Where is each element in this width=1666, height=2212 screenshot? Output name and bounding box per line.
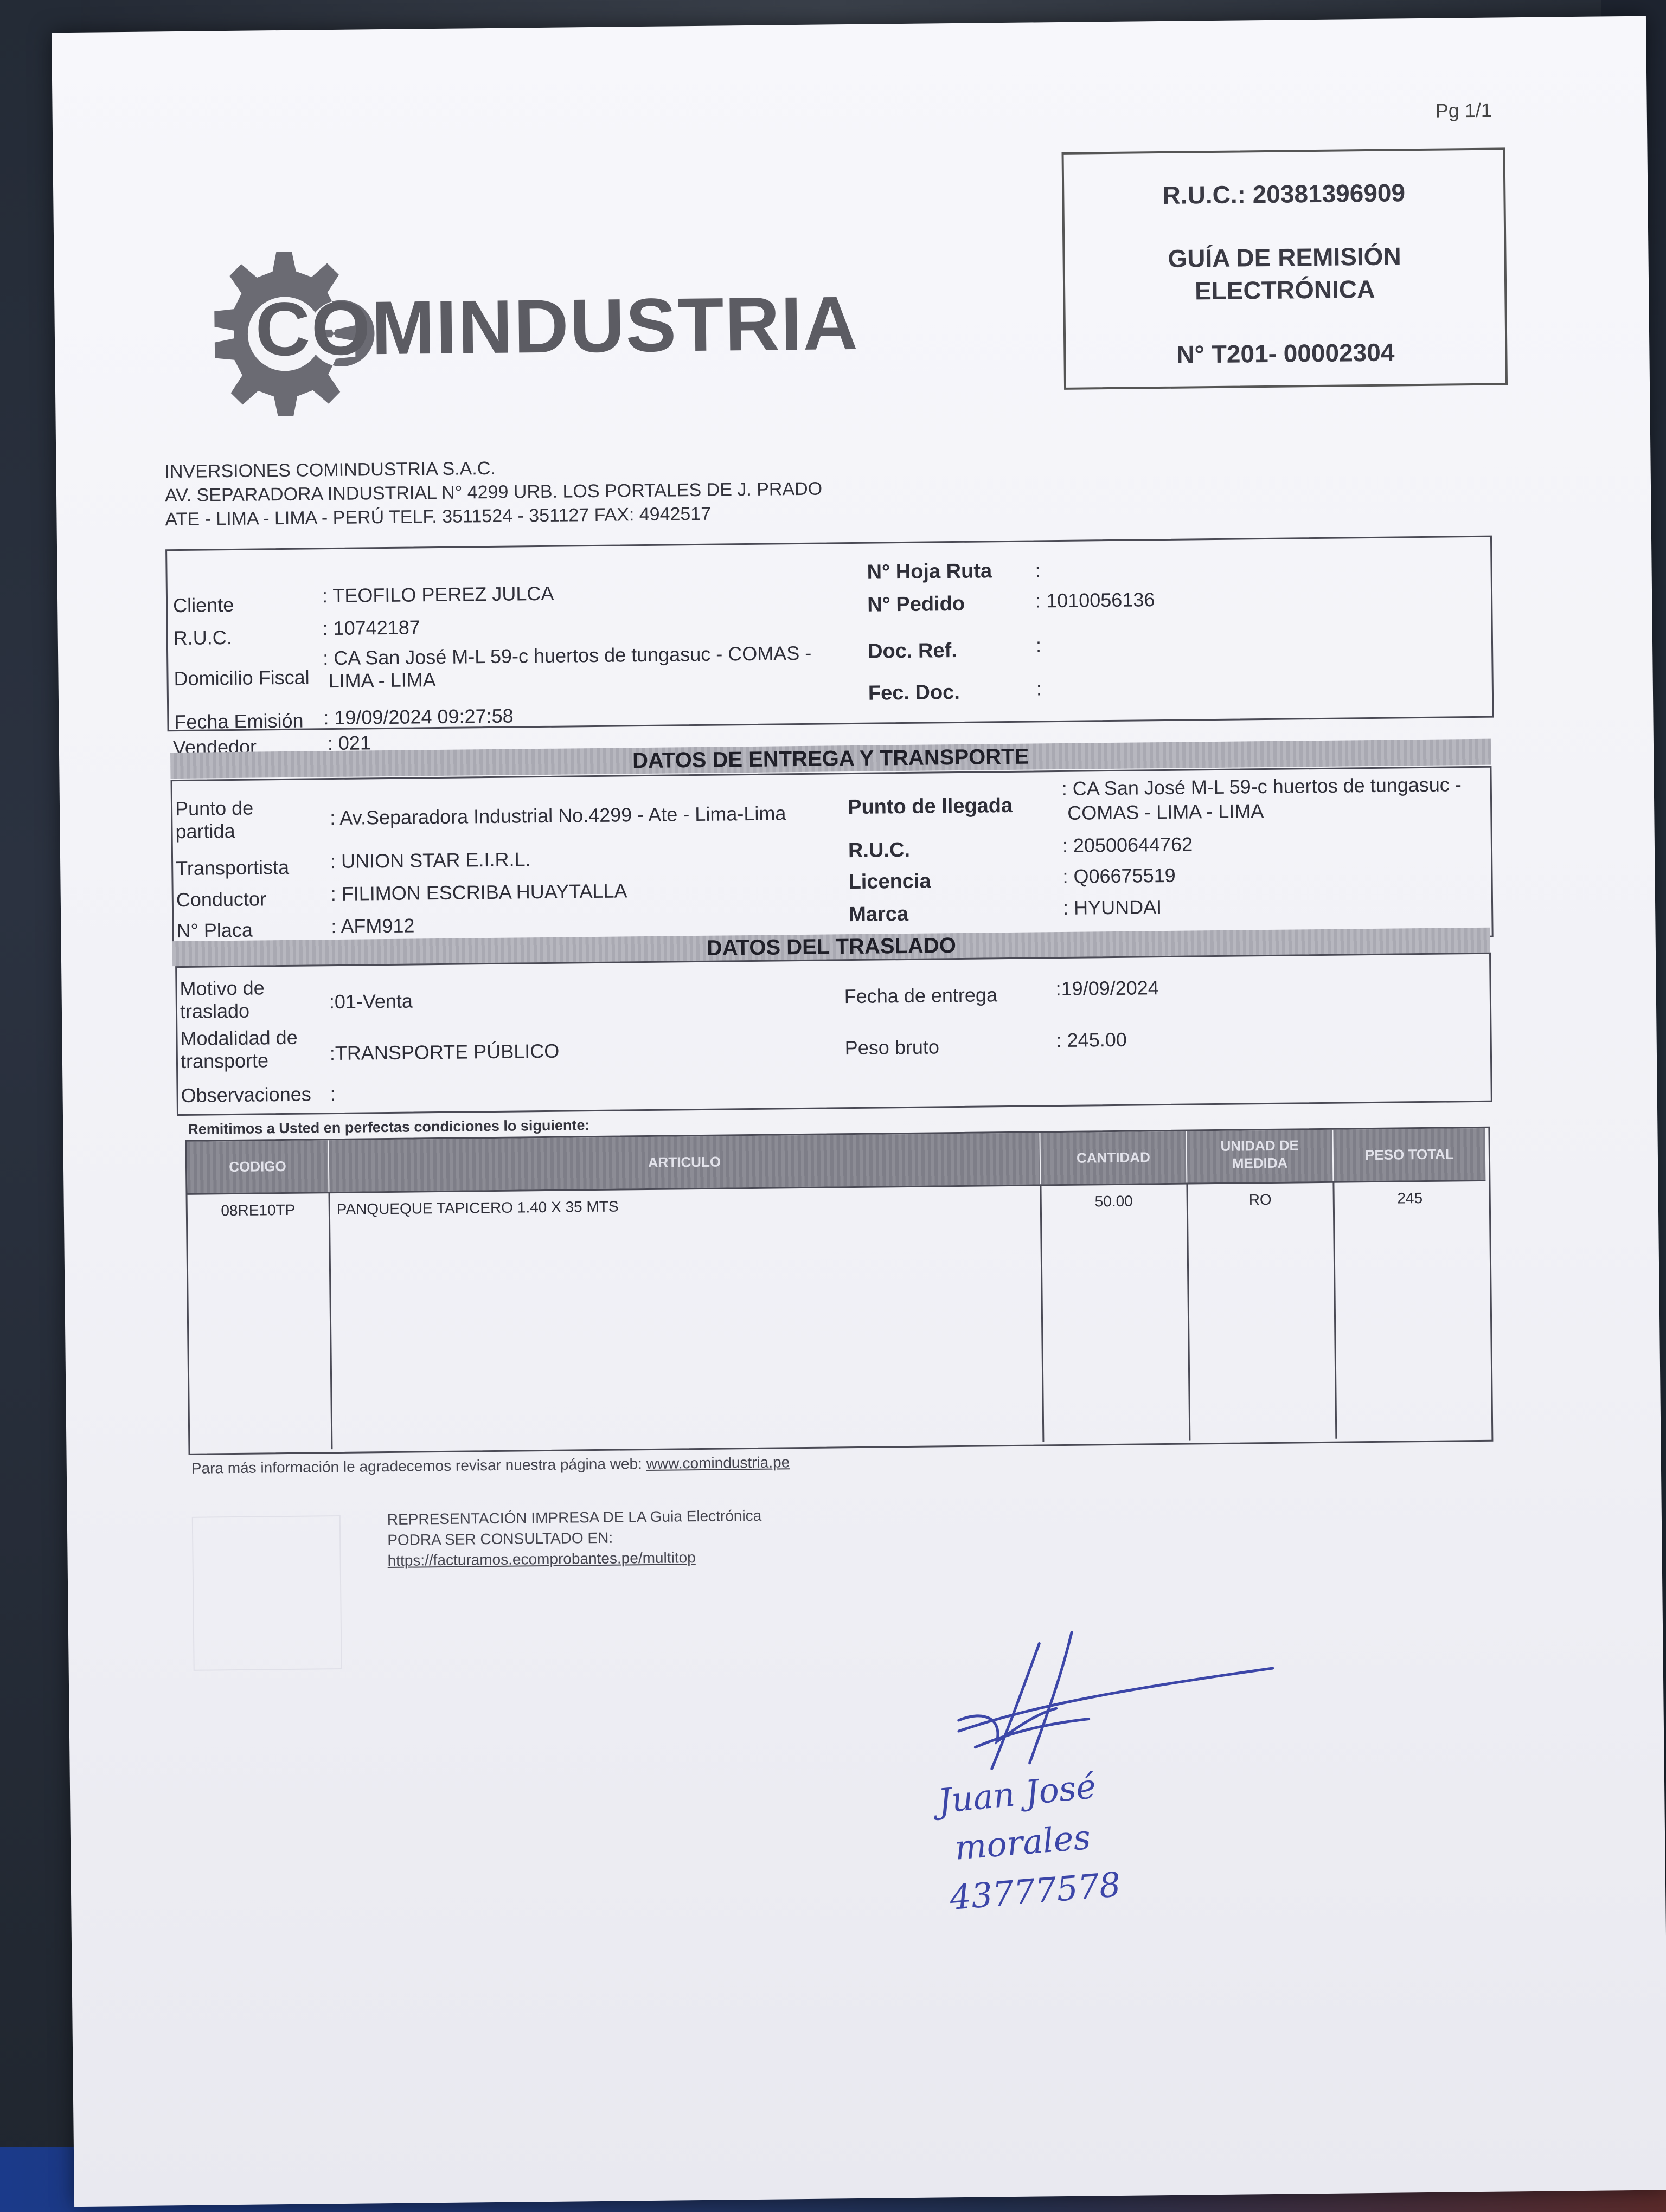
modalidad-value: :TRANSPORTE PÚBLICO (329, 1039, 560, 1065)
fecha-entrega-value: :19/09/2024 (1055, 976, 1159, 1000)
items-table (185, 1127, 1493, 1455)
fec-doc-value: : (1036, 677, 1042, 700)
row-codigo: 08RE10TP (221, 1201, 296, 1219)
company-address: AV. SEPARADORA INDUSTRIAL N° 4299 URB. LOS PORTALES DE J. PRADO (164, 478, 823, 506)
domicilio-label: Domicilio Fiscal (174, 666, 310, 690)
llegada-value-1: : CA San José M-L 59-c huertos de tungasuc - (1061, 773, 1462, 800)
row-unidad: RO (1248, 1191, 1272, 1208)
llegada-value-2: COMAS - LIMA - LIMA (1067, 800, 1264, 824)
fecha-emision-value: : 19/09/2024 09:27:58 (323, 704, 514, 729)
ruc-box (1061, 147, 1508, 390)
motivo-label-1: Motivo de (180, 976, 265, 1000)
transfer-section-title: DATOS DEL TRASLADO (172, 928, 1490, 966)
transporte-ruc-value: : 20500644762 (1062, 833, 1193, 857)
header-unidad-1: UNIDAD DE (1220, 1137, 1299, 1154)
partida-value: : Av.Separadora Industrial No.4299 - Ate - Lima-Lima (330, 802, 786, 829)
row-cantidad: 50.00 (1094, 1192, 1133, 1210)
licencia-value: : Q06675519 (1062, 864, 1176, 888)
header-articulo: ARTICULO (329, 1133, 1040, 1192)
delivery-section-title: DATOS DE ENTREGA Y TRANSPORTE (170, 739, 1491, 779)
licencia-label: Licencia (848, 870, 931, 894)
company-name: INVERSIONES COMINDUSTRIA S.A.C. (164, 458, 496, 483)
website-link[interactable]: www.comindustria.pe (646, 1454, 790, 1472)
cliente-value: : TEOFILO PEREZ JULCA (322, 582, 554, 607)
pedido-value: : 1010056136 (1035, 588, 1155, 612)
hoja-ruta-value: : (1035, 559, 1041, 582)
signature-name-2: morales (953, 1817, 1092, 1868)
document-page (52, 16, 1666, 2207)
items-intro: Remitimos a Usted en perfectas condiciones lo siguiente: (188, 1117, 590, 1137)
transporte-ruc-label: R.U.C. (848, 838, 911, 863)
repr-line-1: REPRESENTACIÓN IMPRESA DE LA Guia Electrónica (387, 1507, 762, 1528)
observaciones-label: Observaciones (181, 1083, 311, 1107)
info-text: Para más información le agradecemos revisar nuestra página web: (191, 1455, 643, 1477)
row-peso: 245 (1397, 1189, 1423, 1207)
transfer-section (175, 953, 1492, 1116)
doc-ref-label: Doc. Ref. (867, 639, 958, 663)
delivery-section (171, 766, 1494, 951)
ruc-number: R.U.C.: 20381396909 (1162, 178, 1406, 209)
conductor-value: : FILIMON ESCRIBA HUAYTALLA (330, 879, 627, 905)
fec-doc-label: Fec. Doc. (868, 680, 960, 705)
partida-label-1: Punto de (175, 796, 254, 820)
doc-title (1065, 239, 1504, 308)
modalidad-label-2: transporte (180, 1049, 269, 1073)
doc-ref-value: : (1035, 634, 1042, 657)
row-articulo: PANQUEQUE TAPICERO 1.40 X 35 MTS (336, 1198, 619, 1218)
doc-title-line-1: GUÍA DE REMISIÓN (1168, 242, 1401, 273)
col-divider (328, 1192, 332, 1449)
fecha-entrega-label: Fecha de entrega (844, 983, 998, 1008)
company-info (164, 453, 822, 532)
modalidad-label-1: Modalidad de (180, 1026, 298, 1050)
repr-url-link[interactable]: https://facturamos.ecomprobantes.pe/multitop (387, 1549, 696, 1570)
representacion-info (387, 1506, 762, 1571)
client-section (165, 536, 1494, 732)
ruc-value: : 10742187 (322, 616, 421, 640)
conductor-label: Conductor (176, 888, 267, 911)
info-line (191, 1454, 790, 1477)
signature-number: 43777578 (948, 1864, 1123, 1918)
col-divider (1186, 1183, 1190, 1441)
fecha-emision-label: Fecha Emisión (174, 709, 304, 734)
hoja-ruta-label: N° Hoja Ruta (867, 560, 992, 584)
motivo-value: :01-Venta (329, 989, 413, 1013)
vendedor-label: Vendedor (172, 735, 257, 759)
signature-name-1: Juan José (936, 1766, 1098, 1822)
marca-value: : HYUNDAI (1062, 896, 1162, 919)
col-divider (1040, 1184, 1044, 1442)
peso-bruto-value: : 245.00 (1056, 1028, 1127, 1052)
transportista-value: : UNION STAR E.I.R.L. (330, 848, 531, 873)
motivo-label-2: traslado (180, 999, 250, 1023)
company-location: ATE - LIMA - LIMA - PERÚ TELF. 3511524 - 351127 FAX: 4942517 (165, 503, 712, 530)
table-row (188, 1189, 1486, 1224)
header-codigo: CODIGO (187, 1140, 329, 1193)
peso-bruto-label: Peso bruto (844, 1036, 940, 1059)
observaciones-value: : (330, 1083, 336, 1105)
brand-name: COMINDUSTRIA (255, 280, 860, 372)
domicilio-value-1: : CA San José M-L 59-c huertos de tungasuc - COMAS - (322, 641, 812, 670)
ruc-label: R.U.C. (173, 626, 232, 650)
page-number: Pg 1/1 (1435, 99, 1492, 122)
doc-title-line-2: ELECTRÓNICA (1194, 274, 1375, 305)
header-unidad (1187, 1130, 1332, 1183)
header-peso: PESO TOTAL (1333, 1128, 1485, 1181)
marca-label: Marca (848, 902, 909, 927)
llegada-label: Punto de llegada (847, 794, 1013, 819)
partida-label-2: partida (175, 819, 235, 843)
qr-placeholder (192, 1515, 342, 1671)
vendedor-value: : 021 (327, 731, 371, 755)
transportista-label: Transportista (176, 856, 290, 880)
col-divider (1332, 1181, 1337, 1439)
doc-number: N° T201- 00002304 (1176, 338, 1395, 369)
placa-label: N° Placa (176, 918, 253, 942)
pedido-label: N° Pedido (867, 592, 965, 616)
header-cantidad: CANTIDAD (1040, 1131, 1186, 1185)
repr-line-2: PODRA SER CONSULTADO EN: (387, 1529, 613, 1549)
header-unidad-2: MEDIDA (1232, 1154, 1288, 1172)
cliente-label: Cliente (172, 593, 234, 617)
placa-value: : AFM912 (331, 914, 415, 938)
domicilio-value-2: LIMA - LIMA (328, 668, 436, 692)
